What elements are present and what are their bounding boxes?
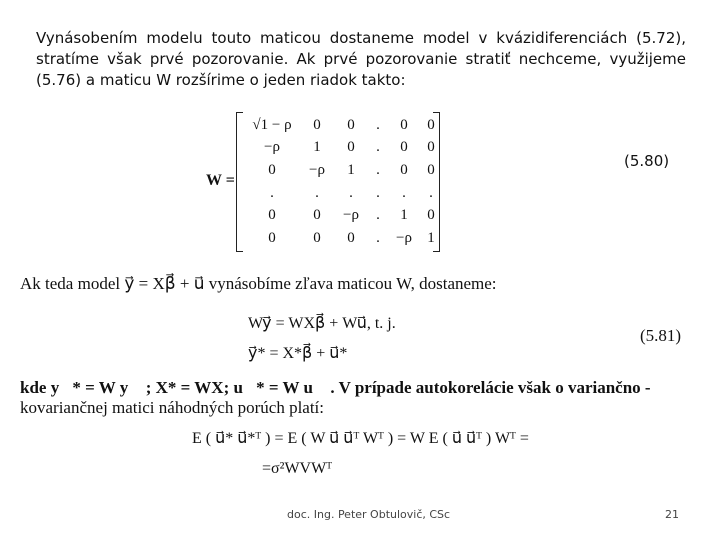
matrix-cell: 0 [427, 207, 435, 224]
matrix-cell: 0 [313, 116, 321, 133]
equation-number-580: (5.80) [624, 152, 670, 170]
matrix-cell: . [376, 116, 380, 133]
expectation-equation: E ( u⃗* u⃗*ᵀ ) = E ( W u⃗ u⃗ᵀ Wᵀ ) = W E ( u⃗ u⃗ᵀ ) Wᵀ = [192, 430, 529, 447]
page-number: 21 [665, 508, 679, 521]
matrix-cell: . [429, 184, 433, 201]
matrix-cell: −ρ [396, 230, 412, 247]
matrix-cell: 0 [347, 116, 355, 133]
matrix-cell: −ρ [343, 207, 359, 224]
matrix-cell: . [315, 184, 319, 201]
matrix-cell: 0 [347, 230, 355, 247]
matrix-cell: 0 [400, 162, 408, 179]
matrix-cell: 1 [347, 162, 355, 179]
result-equation: =σ²WVWᵀ [262, 460, 332, 477]
matrix-cell: 1 [427, 230, 435, 247]
matrix-cell: 0 [427, 162, 435, 179]
equation-wy: Wy⃗ = WXβ⃗ + Wu⃗, t. j. [248, 315, 396, 332]
matrix-cell: 0 [427, 139, 435, 156]
matrix-cell: . [376, 184, 380, 201]
intro-paragraph: Vynásobením modelu touto maticou dostaneme model v kvázidiferenciách (5.72), stratíme však prvé pozorovanie. Ak prvé pozorovanie stratiť nechceme, využijeme (5.76) a maticu W rozšírime o jeden riadok takto: [36, 29, 686, 89]
matrix-cell: . [376, 207, 380, 224]
matrix-cell: 1 [400, 207, 408, 224]
matrix-cell: 1 [313, 139, 321, 156]
matrix-cell: . [402, 184, 406, 201]
equation-number-581: (5.81) [640, 326, 682, 345]
matrix-cell: 0 [313, 207, 321, 224]
matrix-cell: √1 − ρ [252, 116, 292, 133]
matrix-cell: 0 [400, 116, 408, 133]
footer-author: doc. Ing. Peter Obtulovič, CSc [287, 508, 451, 521]
matrix-cell: −ρ [264, 139, 280, 156]
matrix-cell: . [376, 162, 380, 179]
matrix-cell: 0 [268, 230, 276, 247]
matrix-cell: 0 [427, 116, 435, 133]
model-line: Ak teda model y⃗ = Xβ⃗ + u⃗ vynásobíme zľava maticou W, dostaneme: [20, 274, 497, 293]
equation-transformed: y⃗* = X*β⃗ + u⃗* [248, 345, 348, 362]
matrix-cell: 0 [347, 139, 355, 156]
where-line: kde y⃗* = W y⃗ ; X* = WX; u⃗* = W u⃗ . V prípade autokorelácie však o variančno - [20, 378, 651, 397]
matrix-cell: −ρ [309, 162, 325, 179]
matrix-cell: . [349, 184, 353, 201]
matrix-cell: . [376, 230, 380, 247]
matrix-left-bracket [236, 112, 243, 252]
matrix-w [236, 112, 440, 252]
matrix-cell: 0 [268, 162, 276, 179]
covariance-line: kovariančnej matici náhodných porúch platí: [20, 398, 325, 417]
matrix-cell: 0 [313, 230, 321, 247]
matrix-cell: 0 [400, 139, 408, 156]
matrix-cell: . [270, 184, 274, 201]
matrix-cell: 0 [268, 207, 276, 224]
matrix-label: W = [206, 172, 235, 189]
matrix-grid [246, 114, 435, 250]
matrix-cell: . [376, 139, 380, 156]
